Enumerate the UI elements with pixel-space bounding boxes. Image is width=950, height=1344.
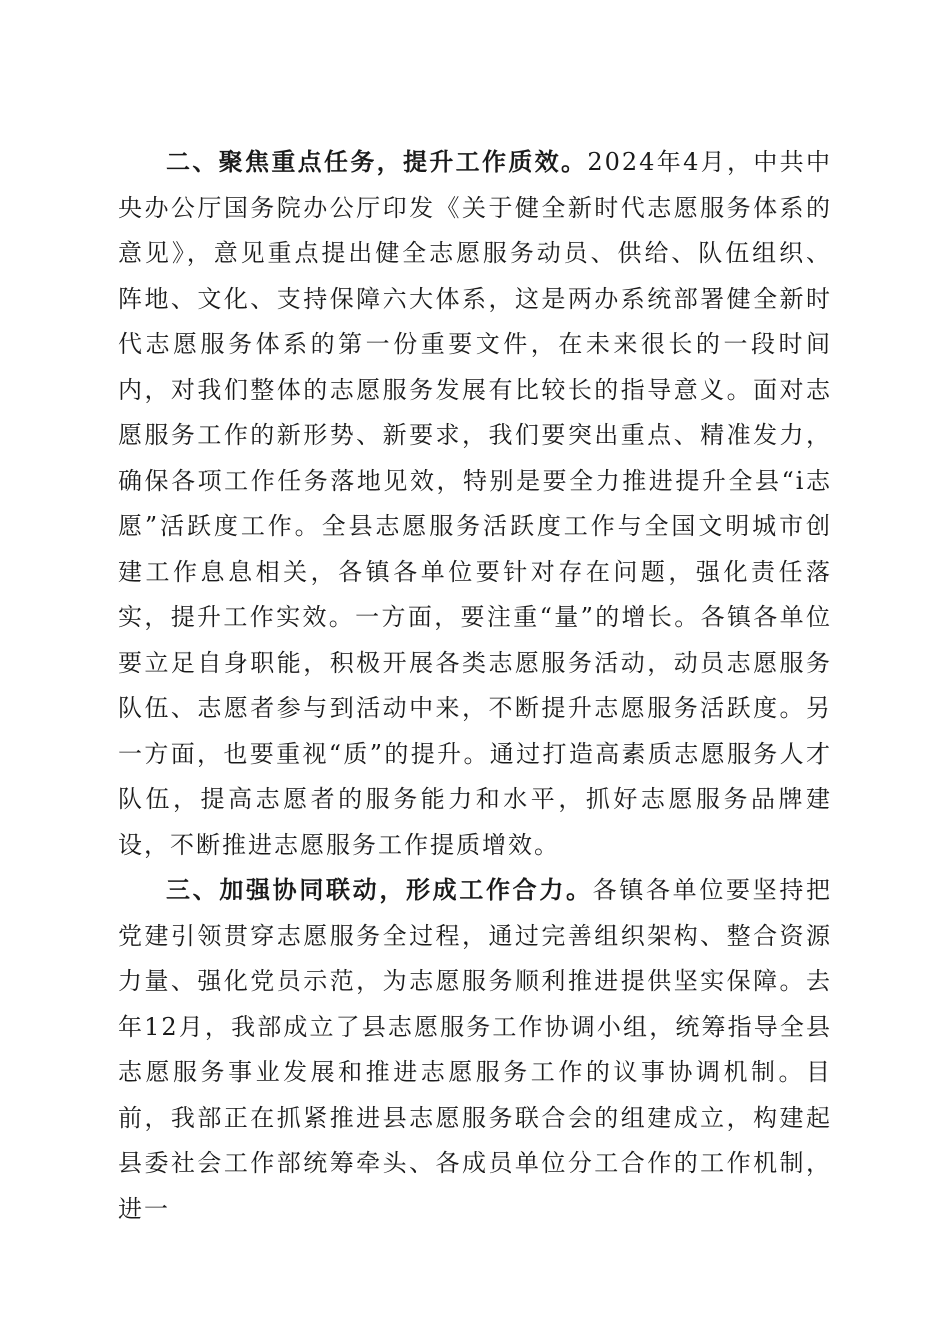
paragraph-section-three (118, 868, 832, 1232)
section-two-text: 2024年4月，中共中央办公厅国务院办公厅印发《关于健全新时代志愿服务体系的意见》，意见重点提出健全志愿服务动员、供给、队伍组织、阵地、文化、支持保障六大体系，这是两办系统部署健全新时代志愿服务体系的第一份重要文件，在未来很长的一段时间内，对我们整体的志愿服务发展有比较长的指导意义。面对志愿服务工作的新形势、新要求，我们要突出重点、精准发力，确保各项工作任务落地见效，特别是要全力推进提升全县“i志愿”活跃度工作。全县志愿服务活跃度工作与全国文明城市创建工作息息相关，各镇各单位要针对存在问题，强化责任落实，提升工作实效。一方面，要注重“量”的增长。各镇各单位要立足自身职能，积极开展各类志愿服务活动，动员志愿服务队伍、志愿者参与到活动中来，不断提升志愿服务活跃度。另一方面，也要重视“质”的提升。通过打造高素质志愿服务人才队伍，提高志愿者的服务能力和水平，抓好志愿服务品牌建设，不断推进志愿服务工作提质增效。 (118, 148, 833, 859)
section-three-heading: 三、加强协同联动，形成工作合力。 (166, 876, 593, 904)
section-two-heading: 二、聚焦重点任务，提升工作质效。 (166, 148, 588, 176)
paragraph-section-two (118, 140, 832, 868)
section-three-text: 各镇各单位要坚持把党建引领贯穿志愿服务全过程，通过完善组织架构、整合资源力量、强化党员示范，为志愿服务顺利推进提供坚实保障。去年12月，我部成立了县志愿服务工作协调小组，统筹指导全县志愿服务事业发展和推进志愿服务工作的议事协调机制。目前，我部正在抓紧推进县志愿服务联合会的组建成立，构建起县委社会工作部统筹牵头、各成员单位分工合作的工作机制，进一 (118, 876, 833, 1223)
document-body (118, 140, 832, 1232)
